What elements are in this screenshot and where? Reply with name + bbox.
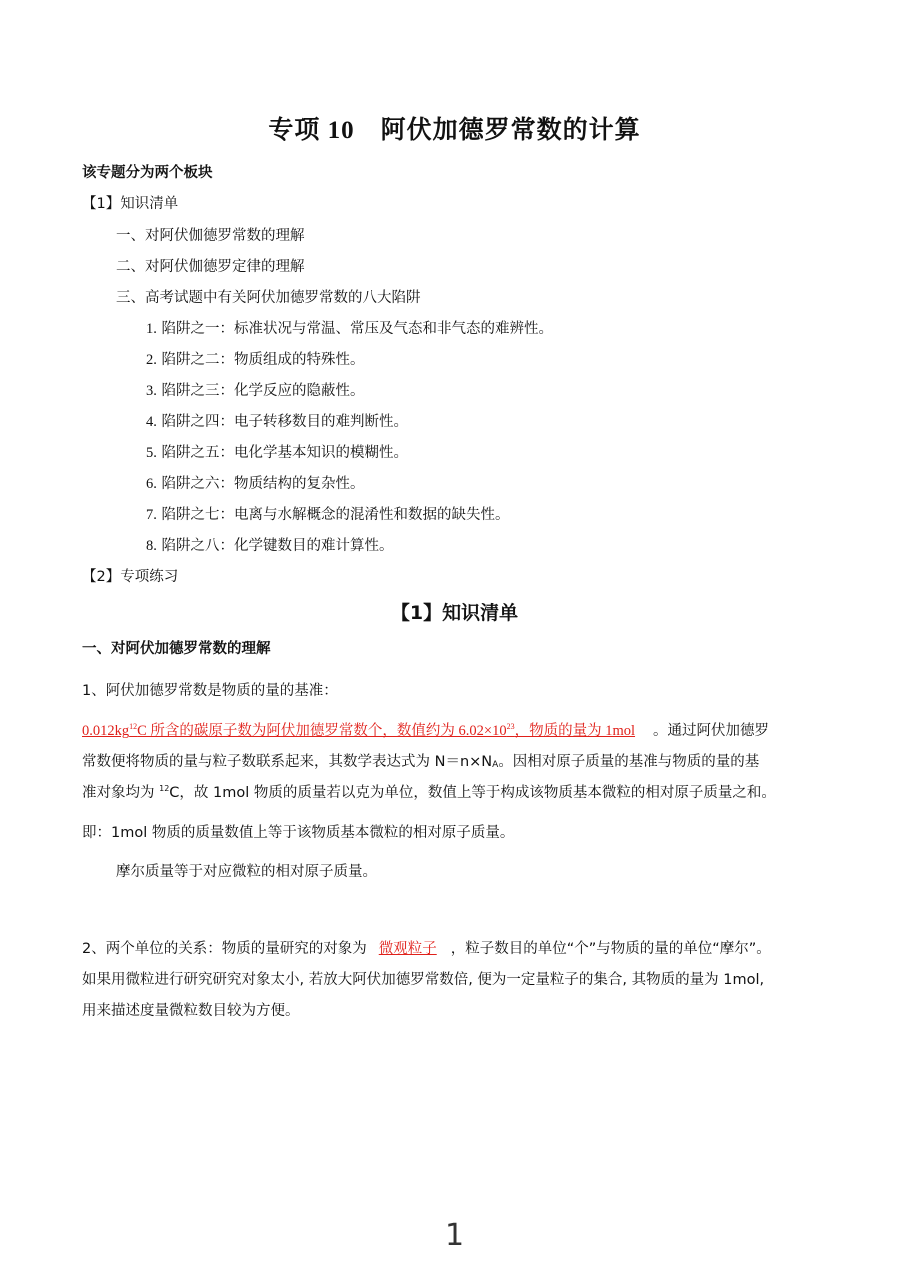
trap-text: 陷阱之二：物质组成的特殊性。 bbox=[161, 352, 365, 368]
paragraph-text: 准对象均为 bbox=[82, 785, 160, 801]
answer-blank-object bbox=[367, 941, 451, 957]
paragraph-text: 。通过阿伏加德罗 bbox=[653, 723, 770, 739]
paragraph-text: ，粒子数目的单位“个”与物质的量的单位“摩尔”。 bbox=[450, 941, 771, 957]
superscript: 23 bbox=[506, 722, 515, 731]
intro-heading: 该专题分为两个板块 bbox=[82, 165, 213, 181]
trap-number: 7. bbox=[146, 507, 157, 523]
trap-number: 2. bbox=[146, 352, 157, 368]
toc-part2: 【2】专项练习 bbox=[82, 569, 179, 585]
trap-text: 陷阱之四：电子转移数目的难判断性。 bbox=[161, 414, 408, 430]
trap-number: 3. bbox=[146, 383, 157, 399]
trap-item bbox=[146, 412, 408, 432]
paragraph-1-line-1 bbox=[82, 721, 769, 741]
paragraph-text: 常数便将物质的量与粒子数联系起来，其数学表达式为 N＝n×N bbox=[82, 754, 493, 770]
trap-text: 陷阱之七：电离与水解概念的混淆性和数据的缺失性。 bbox=[161, 507, 510, 523]
trap-item bbox=[146, 319, 553, 339]
paragraph-text: 2、两个单位的关系：物质的量研究的对象为 bbox=[82, 941, 367, 957]
document-title: 专项 10 阿伏加德罗常数的计算 bbox=[268, 117, 641, 144]
subscript: A bbox=[492, 760, 499, 770]
paragraph-1-lead: 1、阿伏加德罗常数是物质的量的基准： bbox=[82, 683, 338, 699]
paragraph-text: C，故 1mol 物质的质量若以克为单位，数值上等于构成该物质基本微粒的相对原子质量之和。 bbox=[169, 785, 776, 801]
trap-number: 5. bbox=[146, 445, 157, 461]
section-title: 【1】知识清单 bbox=[390, 602, 519, 624]
paragraph-2-line-1 bbox=[82, 939, 771, 959]
paragraph-1-line-4: 即：1mol 物质的质量数值上等于该物质基本微粒的相对原子质量。 bbox=[82, 825, 515, 841]
superscript: 12 bbox=[129, 722, 138, 731]
trap-text: 陷阱之三：化学反应的隐蔽性。 bbox=[161, 383, 365, 399]
toc-part1: 【1】知识清单 bbox=[82, 196, 179, 212]
toc-item-1: 一、对阿伏伽德罗常数的理解 bbox=[116, 228, 305, 244]
trap-text: 陷阱之六：物质结构的复杂性。 bbox=[161, 476, 365, 492]
superscript: 12 bbox=[159, 784, 170, 793]
trap-item bbox=[146, 350, 364, 370]
paragraph-text: 。因相对原子质量的基准与物质的量的基 bbox=[498, 754, 760, 770]
paragraph-1-line-2 bbox=[82, 752, 759, 772]
paragraph-2-line-2: 如果用微粒进行研究研究对象太小, 若放大阿伏加德罗常数倍, 便为一定量粒子的集合, 其物质的量为 1mol, bbox=[82, 972, 765, 988]
section-subtitle: 一、对阿伏加德罗常数的理解 bbox=[82, 641, 271, 657]
trap-item bbox=[146, 536, 393, 556]
trap-item bbox=[146, 474, 364, 494]
answer-blank-definition bbox=[82, 723, 653, 739]
trap-text: 陷阱之八：化学键数目的难计算性。 bbox=[161, 538, 394, 554]
page-number: 1 bbox=[444, 1218, 465, 1253]
trap-text: 陷阱之五：电化学基本知识的模糊性。 bbox=[161, 445, 408, 461]
trap-item bbox=[146, 381, 364, 401]
answer-text: C 所含的碳原子数为阿伏加德罗常数个，数值约为 6.02×10 bbox=[137, 723, 507, 739]
trap-text: 陷阱之一：标准状况与常温、常压及气态和非气态的难辨性。 bbox=[161, 321, 553, 337]
toc-item-3: 三、高考试题中有关阿伏加德罗常数的八大陷阱 bbox=[116, 290, 421, 306]
answer-text: ，物质的量为 1mol bbox=[514, 723, 636, 739]
trap-item bbox=[146, 505, 509, 525]
trap-number: 4. bbox=[146, 414, 157, 430]
trap-item bbox=[146, 443, 408, 463]
paragraph-2-line-3: 用来描述度量微粒数目较为方便。 bbox=[82, 1003, 300, 1019]
trap-number: 1. bbox=[146, 321, 157, 337]
paragraph-1-line-3 bbox=[82, 783, 776, 803]
paragraph-1-line-5: 摩尔质量等于对应微粒的相对原子质量。 bbox=[116, 864, 377, 880]
trap-number: 6. bbox=[146, 476, 157, 492]
trap-number: 8. bbox=[146, 538, 157, 554]
answer-text: 0.012kg bbox=[82, 723, 130, 739]
answer-text: 微观粒子 bbox=[378, 941, 437, 957]
toc-item-2: 二、对阿伏伽德罗定律的理解 bbox=[116, 259, 305, 275]
